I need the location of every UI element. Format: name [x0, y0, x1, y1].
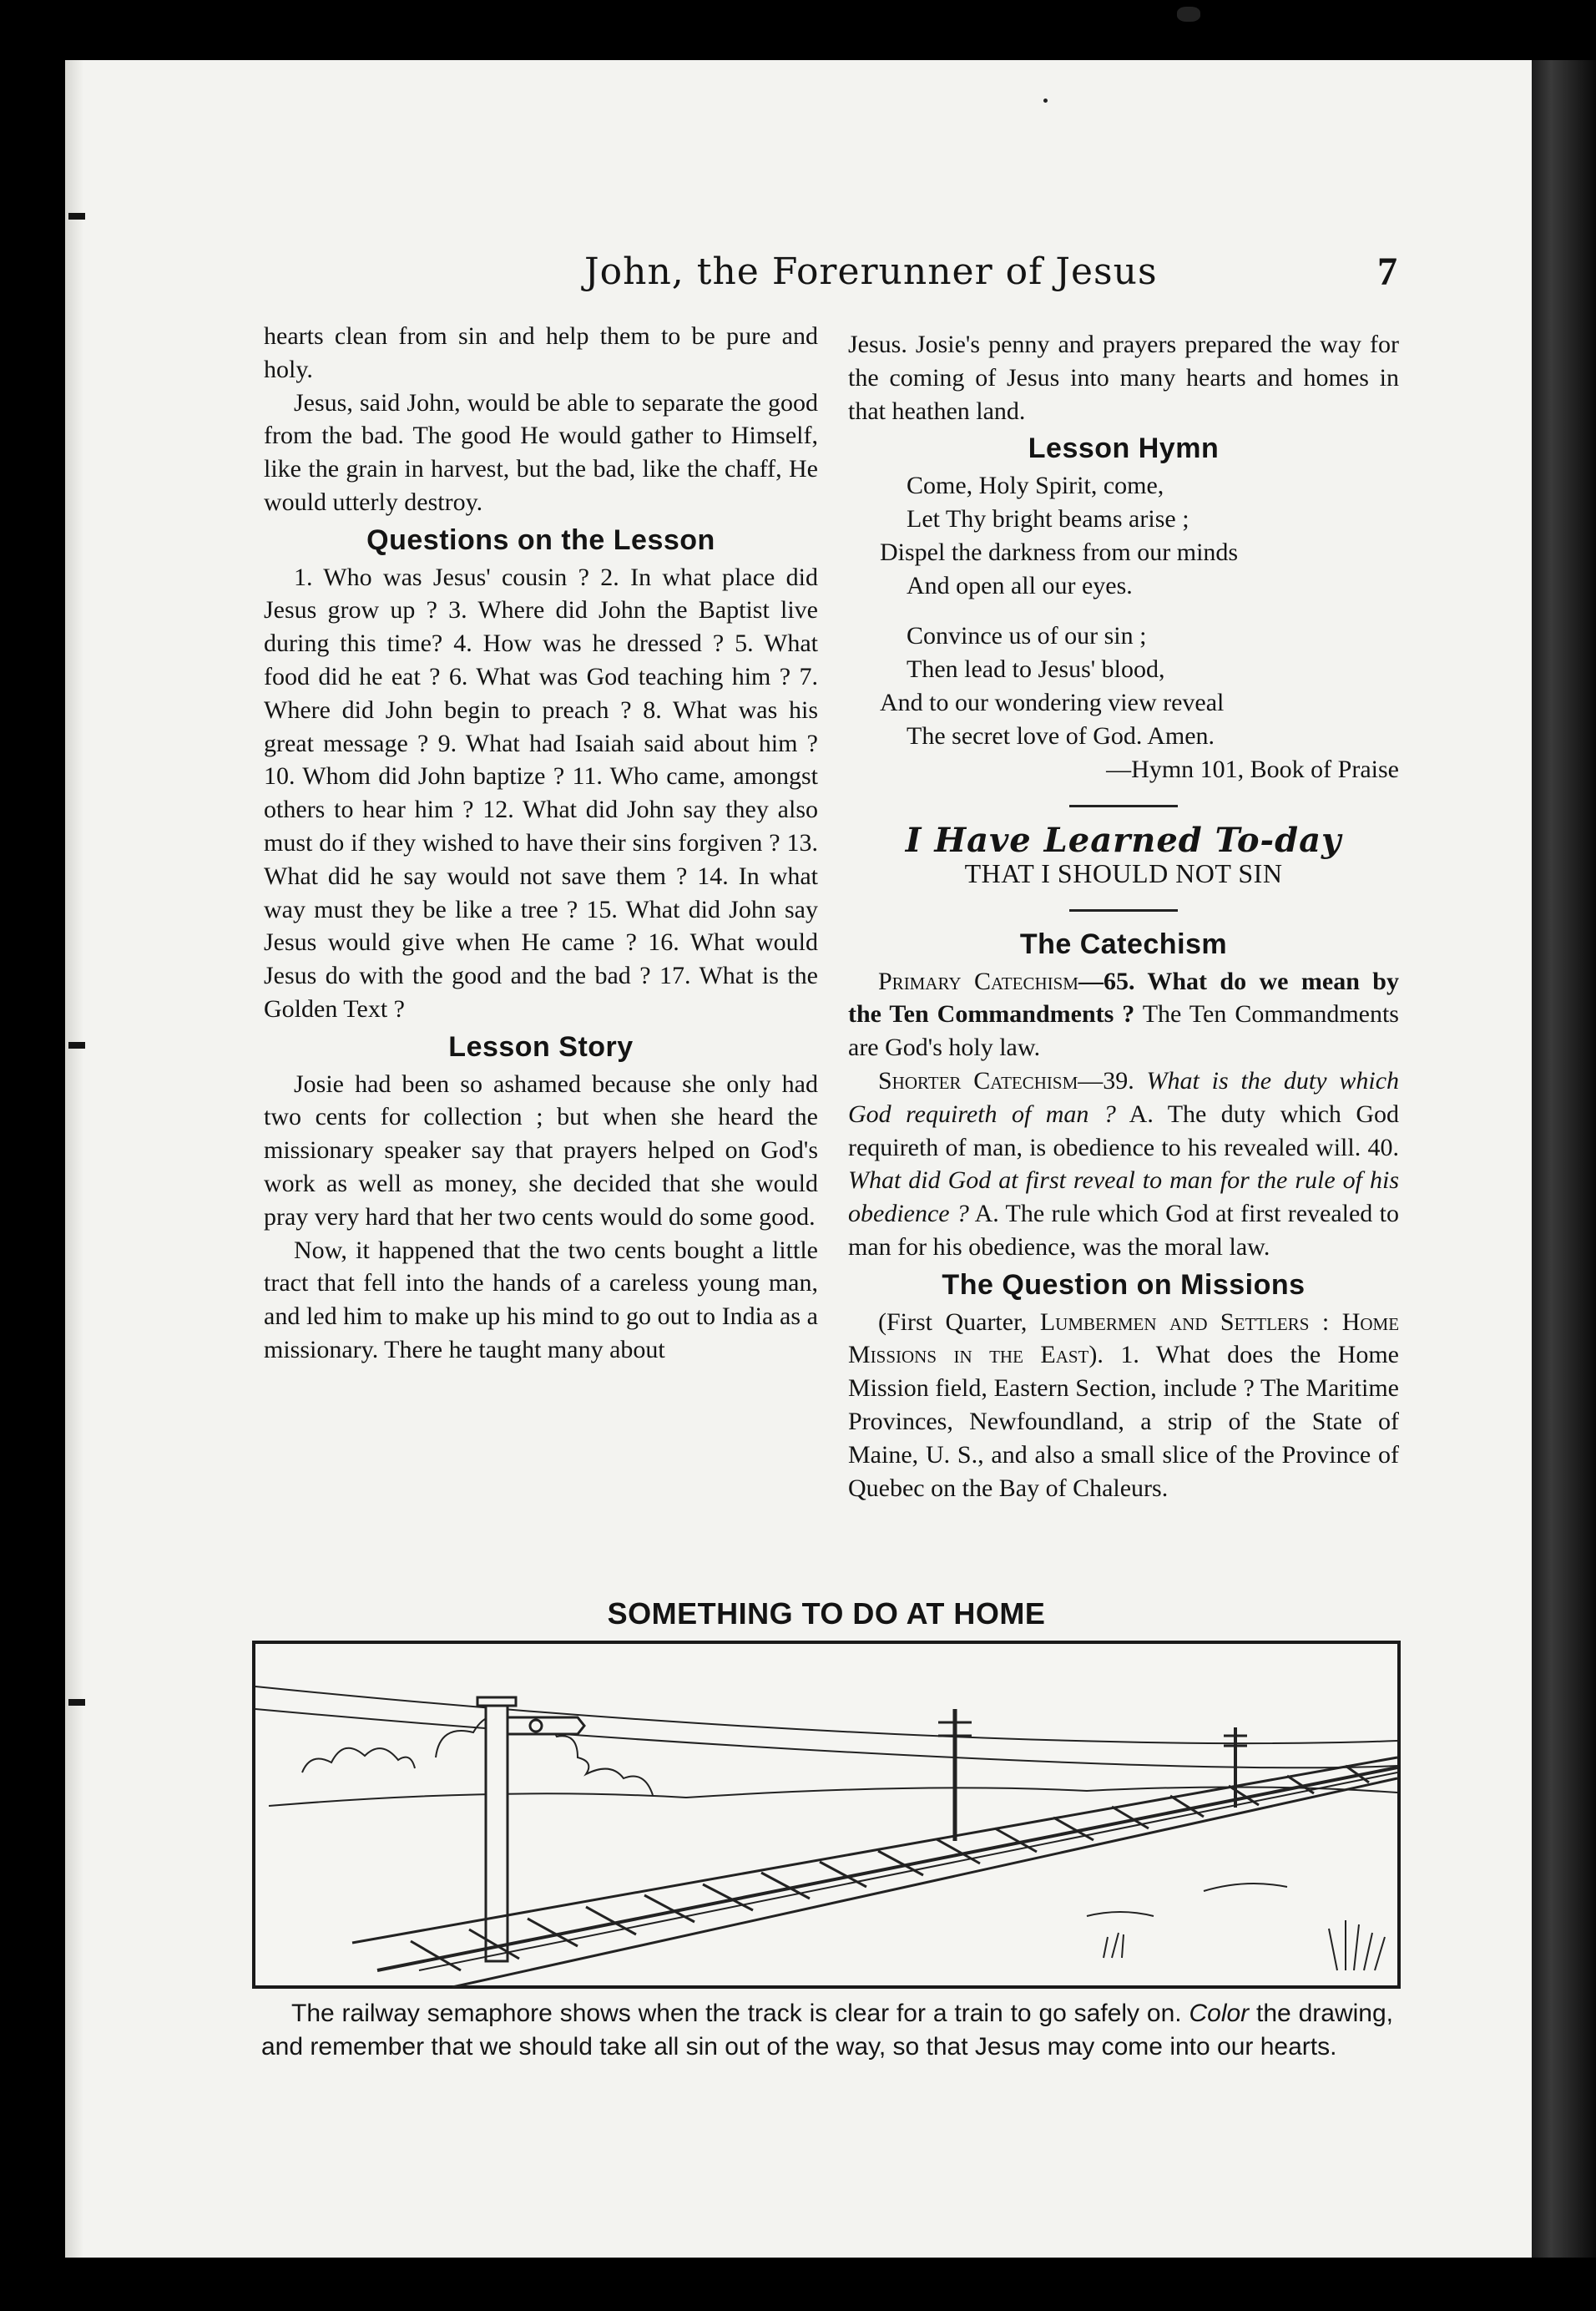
hymn-line: Convince us of our sin ;	[907, 622, 1147, 650]
caption-main: The railway semaphore shows when the track is clear for a train to go safely on.	[291, 2000, 1182, 2027]
hymn-line: Let Thy bright beams arise ;	[907, 505, 1189, 534]
semaphore-arm	[508, 1717, 584, 1734]
hymn-line: Then lead to Jesus' blood,	[907, 655, 1165, 684]
paragraph: Jesus. Josie's penny and prayers prepared the way for the coming of Jesus into many hearts and homes in that heathen land.	[848, 331, 1399, 425]
learned-heading: I Have Learned To-day	[905, 821, 1342, 861]
shorter-catechism-label: Shorter Catechism	[878, 1066, 1078, 1095]
activity-title: SOMETHING TO DO AT HOME	[607, 1596, 1046, 1631]
hymn-line: Dispel the darkness from our minds	[880, 539, 1239, 567]
questions-list: 1. Who was Jesus' cousin ? 2. In what place did Jesus grow up ? 3. Where did John the Baptist live during this time? 4. How was he dressed ? 5. What food did he eat ? 6. What was God teaching him ? 7. Where did John begin to preach ? 8. What was his great message ? 9. What had Isaiah said about him ? 10. Whom did John baptize ? 11. Who came, amongst others to hear him ? 12. What did John say they also must do if they wished to have their sins forgiven ? 13. What did he say would not save them ? 14. In what way must they be like a tree ? 15. What did John say Jesus would give when He came ? 16. What would Jesus do with the good and the bad ? 17. What is the Golden Text ?	[264, 563, 818, 1023]
catechism-heading: The Catechism	[1019, 928, 1228, 960]
missions-heading: The Question on Missions	[942, 1268, 1306, 1301]
running-head: John, the Forerunner of Jesus	[584, 250, 1158, 293]
paragraph: Josie had been so ashamed because she only had two cents for collection ; but when she heard the missionary speaker say that prayers helped on God's work as well as money, she decided that she would pray very hard that her two cents would do some good.	[264, 1070, 818, 1231]
hymn-line: And open all our eyes.	[907, 572, 1133, 600]
caption-emphasis: Color	[1189, 2000, 1250, 2027]
binding-mark	[68, 1042, 85, 1049]
paragraph: hearts clean from sin and help them to be pure and holy.	[264, 322, 818, 383]
ink-speck	[1043, 99, 1048, 103]
ink-blot	[1177, 7, 1200, 22]
railway-drawing	[252, 1641, 1401, 1989]
hymn-attribution: —Hymn 101, Book of Praise	[1106, 756, 1399, 784]
binding-mark	[68, 1699, 85, 1706]
lesson-hymn-heading: Lesson Hymn	[1028, 432, 1220, 465]
shorter-answer: A. The duty which God requireth of man, is obedience to his revealed will.	[848, 1100, 1399, 1161]
right-column	[848, 328, 1399, 1504]
shorter-question: What did God at first reveal to man for the rule of his obedience ?	[848, 1166, 1399, 1228]
caption-rest: the drawing, and remember that we should take all sin out of the way, so that Jesus may come into our hearts.	[261, 2000, 1393, 2061]
learned-text: THAT I SHOULD NOT SIN	[964, 857, 1283, 888]
left-column	[264, 320, 818, 1367]
paragraph: Now, it happened that the two cents bought a little tract that fell into the hands of a careless young man, and led him to make up his mind to go out to India as a missionary. There he taught many about	[264, 1236, 818, 1363]
book-spine	[1532, 60, 1596, 2258]
hymn-verse	[848, 469, 1399, 786]
missions-topic: Lumbermen and Settlers : Home Missions in the East	[848, 1307, 1400, 1369]
shorter-answer: A. The rule which God at first revealed to man for his obedience, was the moral law.	[848, 1200, 1399, 1261]
primary-question: —65. What do we mean by the Ten Commandments ?	[848, 967, 1399, 1029]
semaphore-cap	[477, 1697, 516, 1706]
page-gutter-shadow	[65, 60, 83, 2258]
hymn-line: Come, Holy Spirit, come,	[907, 472, 1164, 500]
question-number: —39.	[1078, 1066, 1134, 1095]
missions-prefix: (First Quarter,	[878, 1307, 1028, 1336]
missions-question	[848, 1306, 1399, 1505]
semaphore-post	[486, 1702, 508, 1961]
primary-answer: The Ten Commandments are God's holy law.	[848, 1000, 1399, 1062]
divider	[1069, 805, 1178, 807]
hymn-line: The secret love of God. Amen.	[907, 722, 1215, 751]
lesson-story-heading: Lesson Story	[448, 1030, 634, 1063]
missions-body: ). 1. What does the Home Mission field, Eastern Section, include ? The Maritime Provinces, Newfoundland, a strip of the State of Maine, U. S., and also a small slice of the Province of Quebec on the Bay of Chaleurs.	[848, 1341, 1400, 1502]
drawing-caption	[261, 1997, 1393, 2064]
questions-heading: Questions on the Lesson	[366, 523, 715, 556]
paragraph: Jesus, said John, would be able to separate the good from the bad. The good He would gather to Himself, like the grain in harvest, but the bad, like the chaff, He would utterly destroy.	[264, 388, 818, 516]
shorter-question: What is the duty which God requireth of man ?	[848, 1066, 1400, 1128]
page-number: 7	[1377, 250, 1397, 294]
hymn-line: And to our wondering view reveal	[880, 689, 1225, 717]
primary-catechism-label: Primary Catechism	[878, 967, 1078, 995]
divider	[1069, 909, 1178, 912]
binding-mark	[68, 213, 85, 220]
primary-catechism	[848, 965, 1399, 1064]
question-number: 40.	[1367, 1133, 1399, 1161]
shorter-catechism	[848, 1064, 1399, 1264]
